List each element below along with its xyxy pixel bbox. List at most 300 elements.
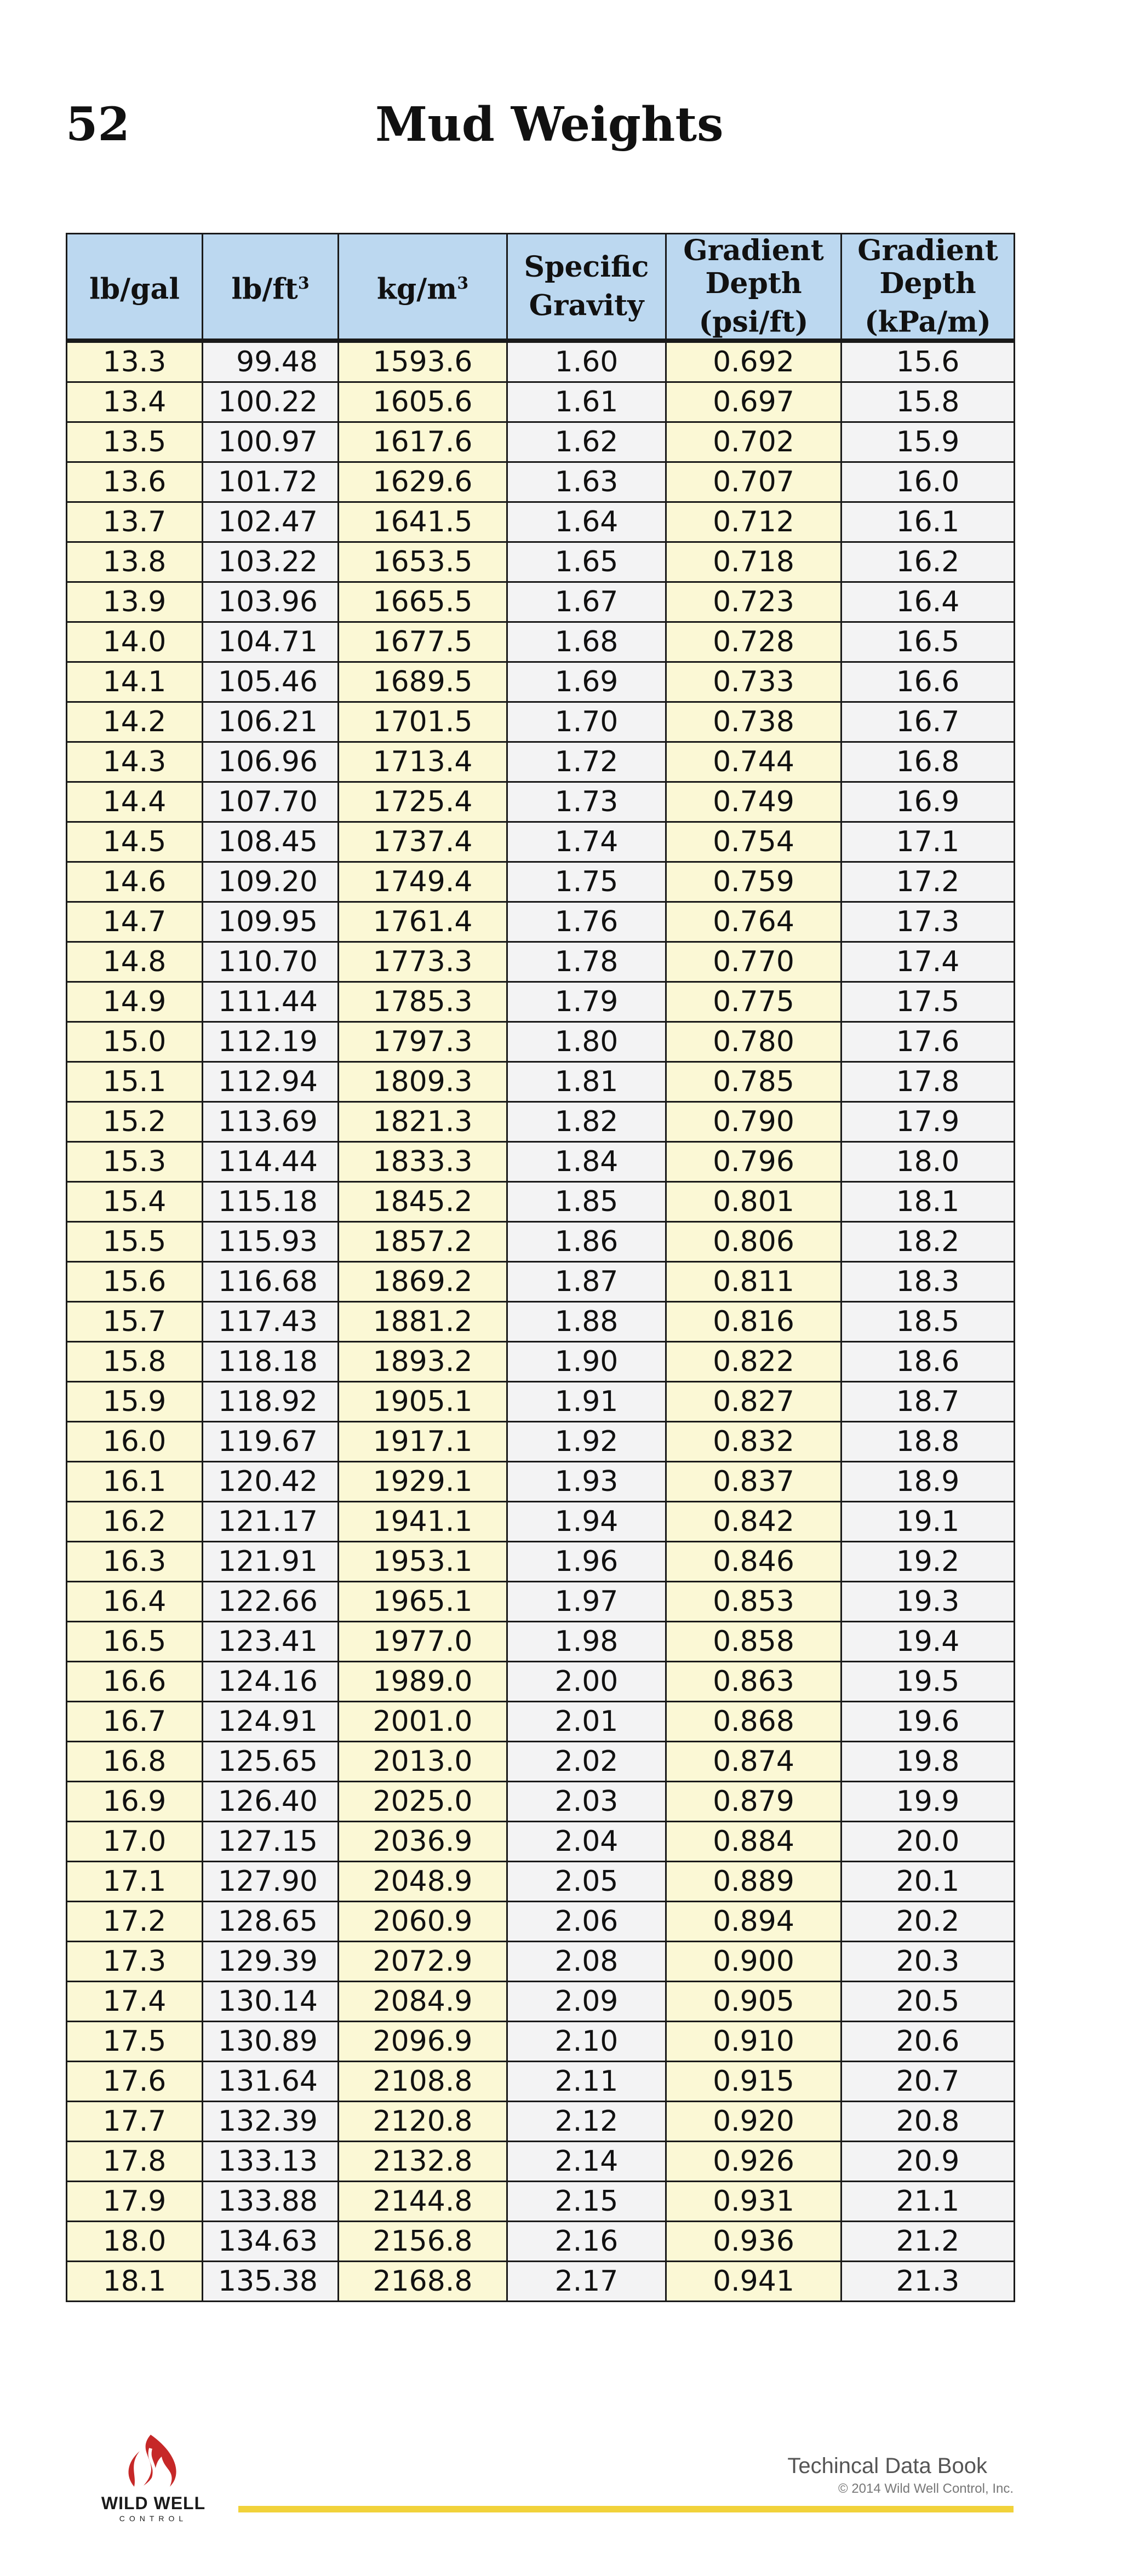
table-cell: 0.754 — [666, 822, 842, 862]
table-cell: 121.91 — [203, 1542, 339, 1582]
table-cell: 1929.1 — [339, 1462, 507, 1502]
table-cell: 0.718 — [666, 542, 842, 582]
table-cell: 0.744 — [666, 742, 842, 782]
table-cell: 15.3 — [67, 1142, 203, 1182]
table-cell: 13.3 — [67, 341, 203, 382]
table-cell: 18.0 — [67, 2222, 203, 2262]
table-cell: 0.770 — [666, 942, 842, 982]
table-cell: 1785.3 — [339, 982, 507, 1022]
table-row — [67, 1862, 1015, 1902]
table-cell: 0.832 — [666, 1422, 842, 1462]
table-cell: 0.697 — [666, 382, 842, 422]
page-number: 52 — [66, 97, 130, 151]
table-cell: 1.76 — [507, 902, 666, 942]
table-row — [67, 1182, 1015, 1222]
table-cell: 0.790 — [666, 1102, 842, 1142]
table-cell: 1.62 — [507, 422, 666, 462]
table-row — [67, 1142, 1015, 1182]
table-row — [67, 942, 1015, 982]
table-cell: 121.17 — [203, 1502, 339, 1542]
table-cell: 127.15 — [203, 1822, 339, 1862]
table-cell: 17.8 — [842, 1062, 1015, 1102]
table-cell: 17.8 — [67, 2142, 203, 2182]
table-cell: 0.894 — [666, 1902, 842, 1942]
table-cell: 115.93 — [203, 1222, 339, 1262]
table-row — [67, 782, 1015, 822]
table-cell: 1773.3 — [339, 942, 507, 982]
table-cell: 16.4 — [67, 1582, 203, 1622]
table-cell: 19.4 — [842, 1622, 1015, 1662]
table-cell: 1.86 — [507, 1222, 666, 1262]
table-cell: 0.936 — [666, 2222, 842, 2262]
table-cell: 118.92 — [203, 1382, 339, 1422]
table-cell: 2.05 — [507, 1862, 666, 1902]
table-cell: 0.900 — [666, 1942, 842, 1982]
table-cell: 1.92 — [507, 1422, 666, 1462]
table-cell: 1.85 — [507, 1182, 666, 1222]
table-cell: 2001.0 — [339, 1702, 507, 1742]
table-cell: 17.6 — [67, 2062, 203, 2102]
table-cell: 103.22 — [203, 542, 339, 582]
table-cell: 20.0 — [842, 1822, 1015, 1862]
table-cell: 19.8 — [842, 1742, 1015, 1782]
table-cell: 18.1 — [842, 1182, 1015, 1222]
column-header-specific-gravity: Specific Gravity — [507, 234, 666, 341]
table-cell: 100.22 — [203, 382, 339, 422]
table-cell: 2096.9 — [339, 2022, 507, 2062]
table-cell: 118.18 — [203, 1342, 339, 1382]
table-cell: 2.12 — [507, 2102, 666, 2142]
table-cell: 16.4 — [842, 582, 1015, 622]
table-cell: 1797.3 — [339, 1022, 507, 1062]
table-cell: 123.41 — [203, 1622, 339, 1662]
table-cell: 101.72 — [203, 462, 339, 502]
table-row — [67, 2022, 1015, 2062]
table-cell: 1977.0 — [339, 1622, 507, 1662]
table-cell: 2.09 — [507, 1982, 666, 2022]
table-row — [67, 1622, 1015, 1662]
table-cell: 17.5 — [842, 982, 1015, 1022]
table-cell: 17.1 — [67, 1862, 203, 1902]
table-cell: 1.84 — [507, 1142, 666, 1182]
table-cell: 113.69 — [203, 1102, 339, 1142]
table-cell: 17.9 — [842, 1102, 1015, 1142]
table-row — [67, 1422, 1015, 1462]
table-cell: 1617.6 — [339, 422, 507, 462]
table-row — [67, 502, 1015, 542]
table-cell: 133.88 — [203, 2182, 339, 2222]
table-row — [67, 2222, 1015, 2262]
table-cell: 0.853 — [666, 1582, 842, 1622]
table-cell: 0.764 — [666, 902, 842, 942]
table-cell: 1.97 — [507, 1582, 666, 1622]
table-cell: 1593.6 — [339, 341, 507, 382]
table-cell: 15.6 — [842, 341, 1015, 382]
table-cell: 111.44 — [203, 982, 339, 1022]
table-cell: 1.65 — [507, 542, 666, 582]
table-cell: 0.846 — [666, 1542, 842, 1582]
table-cell: 102.47 — [203, 502, 339, 542]
table-cell: 14.0 — [67, 622, 203, 662]
logo-text: WILD WELL — [101, 2493, 206, 2513]
table-cell: 20.7 — [842, 2062, 1015, 2102]
table-cell: 1.82 — [507, 1102, 666, 1142]
table-cell: 18.2 — [842, 1222, 1015, 1262]
table-row — [67, 1542, 1015, 1582]
table-cell: 0.796 — [666, 1142, 842, 1182]
table-cell: 13.4 — [67, 382, 203, 422]
table-row — [67, 1462, 1015, 1502]
table-cell: 135.38 — [203, 2262, 339, 2302]
table-row — [67, 1262, 1015, 1302]
table-cell: 119.67 — [203, 1422, 339, 1462]
table-cell: 1917.1 — [339, 1422, 507, 1462]
table-cell: 108.45 — [203, 822, 339, 862]
table-cell: 2132.8 — [339, 2142, 507, 2182]
table-cell: 122.66 — [203, 1582, 339, 1622]
table-cell: 0.738 — [666, 702, 842, 742]
table-cell: 20.6 — [842, 2022, 1015, 2062]
table-cell: 17.0 — [67, 1822, 203, 1862]
table-cell: 130.14 — [203, 1982, 339, 2022]
table-cell: 0.884 — [666, 1822, 842, 1862]
table-cell: 133.13 — [203, 2142, 339, 2182]
table-cell: 1.88 — [507, 1302, 666, 1342]
table-cell: 0.920 — [666, 2102, 842, 2142]
table-cell: 17.5 — [67, 2022, 203, 2062]
table-cell: 1.64 — [507, 502, 666, 542]
table-cell: 16.8 — [67, 1742, 203, 1782]
table-cell: 1965.1 — [339, 1582, 507, 1622]
table-row — [67, 2142, 1015, 2182]
table-cell: 18.1 — [67, 2262, 203, 2302]
table-cell: 16.9 — [842, 782, 1015, 822]
table-cell: 15.9 — [67, 1382, 203, 1422]
table-cell: 14.2 — [67, 702, 203, 742]
column-header-gradient-kpa-m: Gradient Depth (kPa/m) — [842, 234, 1015, 341]
table-cell: 0.785 — [666, 1062, 842, 1102]
table-row — [67, 422, 1015, 462]
table-row — [67, 1062, 1015, 1102]
table-cell: 105.46 — [203, 662, 339, 702]
table-cell: 1.70 — [507, 702, 666, 742]
mud-weights-table-container — [66, 233, 1014, 2302]
table-cell: 2.04 — [507, 1822, 666, 1862]
table-cell: 127.90 — [203, 1862, 339, 1902]
table-cell: 2036.9 — [339, 1822, 507, 1862]
table-row — [67, 341, 1015, 382]
table-cell: 13.9 — [67, 582, 203, 622]
table-cell: 99.48 — [203, 341, 339, 382]
table-cell: 1.63 — [507, 462, 666, 502]
table-cell: 2.08 — [507, 1942, 666, 1982]
page-title: Mud Weights — [375, 97, 724, 152]
table-row — [67, 1222, 1015, 1262]
table-cell: 1809.3 — [339, 1062, 507, 1102]
table-cell: 14.9 — [67, 982, 203, 1022]
table-cell: 0.749 — [666, 782, 842, 822]
table-cell: 14.7 — [67, 902, 203, 942]
table-cell: 1.96 — [507, 1542, 666, 1582]
table-cell: 115.18 — [203, 1182, 339, 1222]
table-row — [67, 1662, 1015, 1702]
table-row — [67, 822, 1015, 862]
column-header-lb-gal: lb/gal — [67, 234, 203, 341]
table-cell: 0.775 — [666, 982, 842, 1022]
table-cell: 1605.6 — [339, 382, 507, 422]
table-cell: 2.03 — [507, 1782, 666, 1822]
table-cell: 21.2 — [842, 2222, 1015, 2262]
table-cell: 2.11 — [507, 2062, 666, 2102]
table-cell: 1.91 — [507, 1382, 666, 1422]
table-cell: 0.728 — [666, 622, 842, 662]
table-cell: 14.3 — [67, 742, 203, 782]
table-cell: 1.98 — [507, 1622, 666, 1662]
table-cell: 1.72 — [507, 742, 666, 782]
table-cell: 16.6 — [842, 662, 1015, 702]
table-row — [67, 1702, 1015, 1742]
table-row — [67, 382, 1015, 422]
table-cell: 20.9 — [842, 2142, 1015, 2182]
table-cell: 14.8 — [67, 942, 203, 982]
table-cell: 1.78 — [507, 942, 666, 982]
table-cell: 1845.2 — [339, 1182, 507, 1222]
table-cell: 17.1 — [842, 822, 1015, 862]
flame-logo-icon — [82, 2432, 219, 2495]
table-cell: 17.4 — [67, 1982, 203, 2022]
table-cell: 1677.5 — [339, 622, 507, 662]
table-cell: 124.91 — [203, 1702, 339, 1742]
table-cell: 109.95 — [203, 902, 339, 942]
table-cell: 0.868 — [666, 1702, 842, 1742]
table-cell: 17.4 — [842, 942, 1015, 982]
table-row — [67, 1302, 1015, 1342]
table-cell: 13.5 — [67, 422, 203, 462]
column-header-gradient-psi-ft: Gradient Depth (psi/ft) — [666, 234, 842, 341]
table-cell: 2.00 — [507, 1662, 666, 1702]
table-cell: 0.827 — [666, 1382, 842, 1422]
table-cell: 1.81 — [507, 1062, 666, 1102]
table-cell: 1821.3 — [339, 1102, 507, 1142]
table-cell: 2.15 — [507, 2182, 666, 2222]
table-cell: 17.7 — [67, 2102, 203, 2142]
table-cell: 2144.8 — [339, 2182, 507, 2222]
table-cell: 112.19 — [203, 1022, 339, 1062]
table-cell: 109.20 — [203, 862, 339, 902]
table-cell: 14.1 — [67, 662, 203, 702]
table-cell: 16.6 — [67, 1662, 203, 1702]
table-cell: 0.931 — [666, 2182, 842, 2222]
table-row — [67, 1382, 1015, 1422]
table-cell: 1857.2 — [339, 1222, 507, 1262]
table-row — [67, 1582, 1015, 1622]
table-cell: 131.64 — [203, 2062, 339, 2102]
table-cell: 2048.9 — [339, 1862, 507, 1902]
table-cell: 1989.0 — [339, 1662, 507, 1702]
table-row — [67, 542, 1015, 582]
table-cell: 0.889 — [666, 1862, 842, 1902]
table-cell: 17.3 — [842, 902, 1015, 942]
table-row — [67, 1782, 1015, 1822]
table-cell: 0.842 — [666, 1502, 842, 1542]
table-cell: 1701.5 — [339, 702, 507, 742]
table-cell: 13.7 — [67, 502, 203, 542]
table-row — [67, 742, 1015, 782]
table-cell: 0.692 — [666, 341, 842, 382]
table-row — [67, 1342, 1015, 1382]
table-cell: 1737.4 — [339, 822, 507, 862]
table-row — [67, 662, 1015, 702]
table-cell: 16.5 — [67, 1622, 203, 1662]
table-cell: 15.5 — [67, 1222, 203, 1262]
table-cell: 1.67 — [507, 582, 666, 622]
table-row — [67, 462, 1015, 502]
table-cell: 110.70 — [203, 942, 339, 982]
table-cell: 16.1 — [67, 1462, 203, 1502]
table-cell: 104.71 — [203, 622, 339, 662]
table-cell: 1.87 — [507, 1262, 666, 1302]
table-cell: 14.5 — [67, 822, 203, 862]
table-cell: 107.70 — [203, 782, 339, 822]
table-row — [67, 582, 1015, 622]
table-cell: 2013.0 — [339, 1742, 507, 1782]
table-cell: 0.723 — [666, 582, 842, 622]
table-cell: 18.9 — [842, 1462, 1015, 1502]
table-cell: 21.3 — [842, 2262, 1015, 2302]
table-cell: 0.874 — [666, 1742, 842, 1782]
table-cell: 0.806 — [666, 1222, 842, 1262]
table-cell: 1.69 — [507, 662, 666, 702]
table-cell: 1.94 — [507, 1502, 666, 1542]
table-cell: 1953.1 — [339, 1542, 507, 1582]
table-cell: 103.96 — [203, 582, 339, 622]
table-cell: 19.1 — [842, 1502, 1015, 1542]
table-cell: 2.06 — [507, 1902, 666, 1942]
table-cell: 125.65 — [203, 1742, 339, 1782]
table-cell: 20.5 — [842, 1982, 1015, 2022]
table-cell: 16.9 — [67, 1782, 203, 1822]
table-row — [67, 1102, 1015, 1142]
table-cell: 2.10 — [507, 2022, 666, 2062]
table-cell: 18.8 — [842, 1422, 1015, 1462]
table-cell: 1665.5 — [339, 582, 507, 622]
table-cell: 126.40 — [203, 1782, 339, 1822]
table-cell: 0.926 — [666, 2142, 842, 2182]
table-cell: 1725.4 — [339, 782, 507, 822]
table-cell: 1641.5 — [339, 502, 507, 542]
table-row — [67, 2182, 1015, 2222]
table-row — [67, 1982, 1015, 2022]
table-row — [67, 1942, 1015, 1982]
table-body — [67, 341, 1015, 2302]
table-cell: 0.863 — [666, 1662, 842, 1702]
table-row — [67, 982, 1015, 1022]
table-row — [67, 862, 1015, 902]
table-cell: 20.8 — [842, 2102, 1015, 2142]
table-cell: 18.0 — [842, 1142, 1015, 1182]
table-row — [67, 902, 1015, 942]
wild-well-logo — [82, 2432, 219, 2528]
table-cell: 2156.8 — [339, 2222, 507, 2262]
table-cell: 19.3 — [842, 1582, 1015, 1622]
table-cell: 15.1 — [67, 1062, 203, 1102]
table-cell: 124.16 — [203, 1662, 339, 1702]
table-cell: 129.39 — [203, 1942, 339, 1982]
table-cell: 17.2 — [842, 862, 1015, 902]
table-cell: 16.5 — [842, 622, 1015, 662]
table-cell: 0.811 — [666, 1262, 842, 1302]
table-cell: 0.712 — [666, 502, 842, 542]
table-cell: 17.6 — [842, 1022, 1015, 1062]
table-cell: 130.89 — [203, 2022, 339, 2062]
table-cell: 20.3 — [842, 1942, 1015, 1982]
table-cell: 2060.9 — [339, 1902, 507, 1942]
table-cell: 0.858 — [666, 1622, 842, 1662]
table-cell: 0.816 — [666, 1302, 842, 1342]
table-cell: 1941.1 — [339, 1502, 507, 1542]
table-cell: 16.8 — [842, 742, 1015, 782]
table-cell: 17.3 — [67, 1942, 203, 1982]
table-cell: 1893.2 — [339, 1342, 507, 1382]
table-cell: 0.910 — [666, 2022, 842, 2062]
table-cell: 1.74 — [507, 822, 666, 862]
table-cell: 134.63 — [203, 2222, 339, 2262]
column-header-lb-ft3: $lb/ft^3$ — [203, 234, 339, 341]
table-cell: 1629.6 — [339, 462, 507, 502]
table-cell: 16.3 — [67, 1542, 203, 1582]
table-cell: 15.6 — [67, 1262, 203, 1302]
table-cell: 0.915 — [666, 2062, 842, 2102]
table-cell: 132.39 — [203, 2102, 339, 2142]
table-cell: 0.905 — [666, 1982, 842, 2022]
table-cell: 1.75 — [507, 862, 666, 902]
table-cell: 15.9 — [842, 422, 1015, 462]
table-cell: 16.2 — [67, 1502, 203, 1542]
table-cell: 1.73 — [507, 782, 666, 822]
table-cell: 128.65 — [203, 1902, 339, 1942]
table-cell: 1869.2 — [339, 1262, 507, 1302]
table-cell: 1.93 — [507, 1462, 666, 1502]
table-cell: 1833.3 — [339, 1142, 507, 1182]
table-cell: 2.01 — [507, 1702, 666, 1742]
table-cell: 2.02 — [507, 1742, 666, 1782]
table-cell: 17.2 — [67, 1902, 203, 1942]
table-cell: 0.941 — [666, 2262, 842, 2302]
table-cell: 15.4 — [67, 1182, 203, 1222]
table-row — [67, 1822, 1015, 1862]
table-cell: 18.3 — [842, 1262, 1015, 1302]
table-cell: 100.97 — [203, 422, 339, 462]
table-cell: 2084.9 — [339, 1982, 507, 2022]
table-row — [67, 1022, 1015, 1062]
table-cell: 0.801 — [666, 1182, 842, 1222]
table-cell: 120.42 — [203, 1462, 339, 1502]
table-cell: 16.0 — [67, 1422, 203, 1462]
table-cell: 1689.5 — [339, 662, 507, 702]
footer-book-title: Techincal Data Book — [787, 2454, 987, 2478]
table-cell: 2108.8 — [339, 2062, 507, 2102]
table-row — [67, 2062, 1015, 2102]
table-cell: 13.8 — [67, 542, 203, 582]
table-row — [67, 702, 1015, 742]
table-cell: 2.14 — [507, 2142, 666, 2182]
table-cell: 0.707 — [666, 462, 842, 502]
table-cell: 18.5 — [842, 1302, 1015, 1342]
table-cell: 1713.4 — [339, 742, 507, 782]
table-cell: 14.4 — [67, 782, 203, 822]
table-cell: 2168.8 — [339, 2262, 507, 2302]
table-cell: 106.96 — [203, 742, 339, 782]
